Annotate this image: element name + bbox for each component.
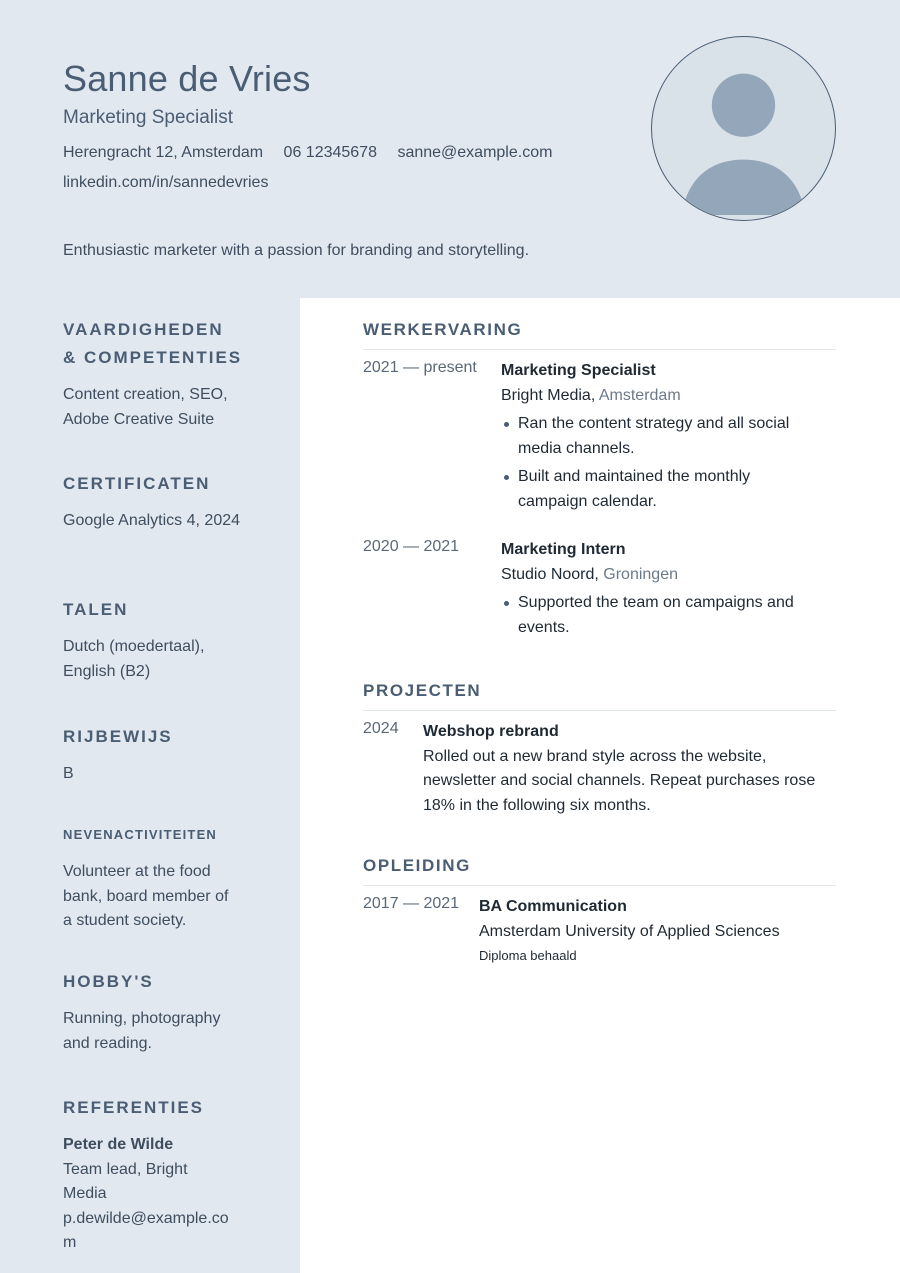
experience-company: Studio Noord bbox=[501, 565, 595, 583]
education-note: Diploma behaald bbox=[479, 948, 577, 963]
certificates-heading: CERTIFICATEN bbox=[63, 474, 211, 493]
contact-address: Herengracht 12, Amsterdam bbox=[63, 144, 264, 161]
experience-bullets bbox=[501, 591, 821, 640]
contact-linkedin: linkedin.com/in/sannedevries bbox=[63, 174, 269, 191]
languages-heading: TALEN bbox=[63, 600, 129, 619]
experience-bullet: Supported the team on campaigns and events. bbox=[501, 591, 821, 640]
certificates-section bbox=[63, 470, 253, 534]
certificates-text: Google Analytics 4, 2024 bbox=[63, 512, 241, 529]
side-activities-text: Volunteer at the food bank, board member of a student society. bbox=[63, 863, 229, 929]
experience-location: Groningen bbox=[603, 565, 678, 583]
project-body bbox=[423, 720, 841, 818]
education-degree: BA Communication bbox=[479, 898, 627, 915]
education-heading: OPLEIDING bbox=[363, 856, 836, 886]
project-description: Rolled out a new brand style across the website, newsletter and social channels. Repeat purchases rose 18% in the following six months. bbox=[423, 747, 816, 814]
projects-heading: PROJECTEN bbox=[363, 681, 836, 711]
skills-section bbox=[63, 316, 253, 432]
references-heading: REFERENTIES bbox=[63, 1098, 205, 1117]
candidate-name: Sanne de Vries bbox=[63, 58, 311, 99]
experience-org: Bright Media, Amsterdam bbox=[501, 386, 681, 404]
skills-heading-line2: & COMPETENTIES bbox=[63, 348, 243, 367]
profile-photo bbox=[651, 36, 836, 221]
experience-role: Marketing Intern bbox=[501, 541, 626, 558]
reference-name: Peter de Wilde bbox=[63, 1136, 174, 1153]
experience-role: Marketing Specialist bbox=[501, 362, 656, 379]
experience-body bbox=[501, 359, 821, 518]
hobbies-heading: HOBBY'S bbox=[63, 972, 154, 991]
contact-phone: 06 12345678 bbox=[283, 144, 377, 161]
skills-heading bbox=[63, 316, 253, 372]
skills-heading-line1: VAARDIGHEDEN bbox=[63, 320, 224, 339]
experience-location: Amsterdam bbox=[598, 386, 681, 404]
contact-email: sanne@example.com bbox=[397, 144, 553, 161]
experience-bullets bbox=[501, 412, 821, 514]
person-placeholder-icon bbox=[652, 37, 835, 220]
reference-role: Team lead, Bright Media bbox=[63, 1160, 188, 1202]
side-activities-section bbox=[63, 821, 253, 934]
project-title: Webshop rebrand bbox=[423, 723, 559, 740]
license-section bbox=[63, 723, 253, 787]
skills-text: Content creation, SEO, Adobe Creative Suite bbox=[63, 386, 228, 428]
license-heading: RIJBEWIJS bbox=[63, 727, 173, 746]
profile-summary: Enthusiastic marketer with a passion for branding and storytelling. bbox=[63, 242, 530, 259]
license-text: B bbox=[63, 765, 74, 782]
side-activities-heading: NEVENACTIVITEITEN bbox=[63, 827, 218, 842]
experience-company: Bright Media bbox=[501, 386, 591, 404]
languages-section bbox=[63, 596, 253, 684]
hobbies-text: Running, photography and reading. bbox=[63, 1010, 221, 1052]
languages-text: Dutch (moedertaal), English (B2) bbox=[63, 638, 205, 680]
contact-info bbox=[63, 144, 552, 162]
education-body bbox=[479, 895, 836, 966]
education-school: Amsterdam University of Applied Sciences bbox=[479, 922, 780, 940]
education-date: 2017 — 2021 bbox=[363, 895, 460, 912]
experience-body bbox=[501, 538, 821, 644]
hobbies-section bbox=[63, 968, 253, 1056]
experience-date: 2020 — 2021 bbox=[363, 538, 460, 555]
experience-heading: WERKERVARING bbox=[363, 320, 836, 350]
experience-bullet: Ran the content strategy and all social media channels. bbox=[501, 412, 821, 461]
reference-email: p.dewilde@example.com bbox=[63, 1209, 229, 1251]
references-section bbox=[63, 1094, 233, 1256]
project-date: 2024 bbox=[363, 720, 399, 737]
candidate-title: Marketing Specialist bbox=[63, 107, 234, 128]
experience-bullet: Built and maintained the monthly campaign calendar. bbox=[501, 465, 821, 514]
experience-org: Studio Noord, Groningen bbox=[501, 565, 678, 583]
experience-date: 2021 — present bbox=[363, 359, 477, 376]
